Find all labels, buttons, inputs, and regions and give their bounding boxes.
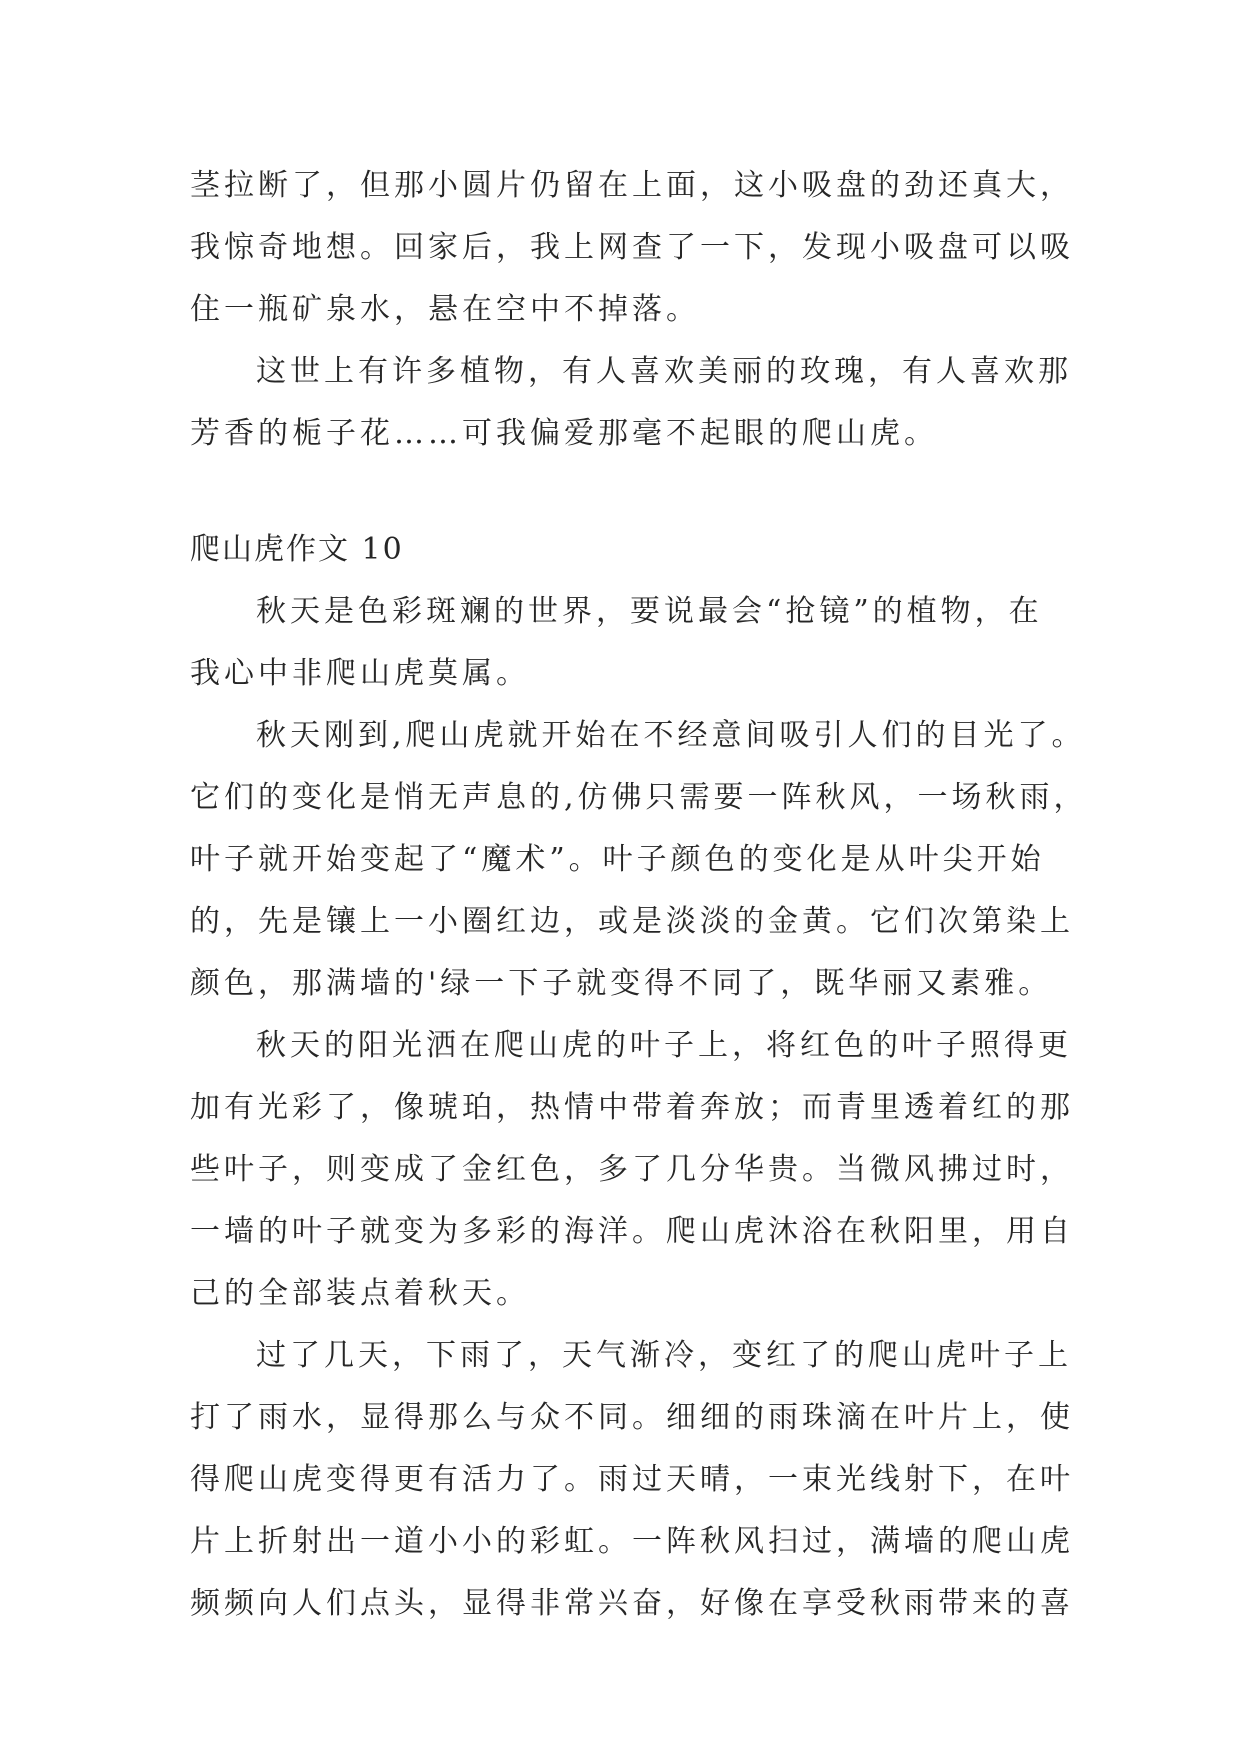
text-line: 秋天的阳光洒在爬山虎的叶子上，将红色的叶子照得更 xyxy=(256,1028,1072,1063)
text-line: 打了雨水，显得那么与众不同。细细的雨珠滴在叶片上，使 xyxy=(190,1400,1074,1435)
text-line: 过了几天，下雨了，天气渐冷，变红了的爬山虎叶子上 xyxy=(256,1338,1072,1373)
text-line: 一墙的叶子就变为多彩的海洋。爬山虎沐浴在秋阳里，用自 xyxy=(190,1214,1074,1249)
text-line: 茎拉断了，但那小圆片仍留在上面，这小吸盘的劲还真大， xyxy=(190,168,1074,203)
paragraph xyxy=(190,581,1065,705)
text-line: 加有光彩了，像琥珀，热情中带着奔放；而青里透着红的那 xyxy=(190,1090,1074,1125)
text-line: 得爬山虎变得更有活力了。雨过天晴，一束光线射下，在叶 xyxy=(190,1462,1074,1497)
text-line: 片上折射出一道小小的彩虹。一阵秋风扫过，满墙的爬山虎 xyxy=(190,1524,1074,1559)
paragraph xyxy=(190,1015,1074,1325)
text-line: 叶子就开始变起了“魔术”。叶子颜色的变化是从叶尖开始 xyxy=(190,842,1045,877)
text-line: 这世上有许多植物，有人喜欢美丽的玫瑰，有人喜欢那 xyxy=(256,354,1072,389)
section-heading: 爬山虎作文 10 xyxy=(190,532,404,567)
text-line: 频频向人们点头，显得非常兴奋，好像在享受秋雨带来的喜 xyxy=(190,1586,1074,1621)
paragraph xyxy=(190,155,1074,341)
paragraph xyxy=(190,705,1088,1015)
text-line: 它们的变化是悄无声息的,仿佛只需要一阵秋风，一场秋雨， xyxy=(190,780,1088,815)
text-line: 芳香的栀子花……可我偏爱那毫不起眼的爬山虎。 xyxy=(190,416,938,451)
text-line: 我惊奇地想。回家后，我上网查了一下，发现小吸盘可以吸 xyxy=(190,230,1074,265)
paragraph xyxy=(190,341,1072,465)
text-line: 颜色，那满墙的'绿一下子就变得不同了，既华丽又素雅。 xyxy=(190,966,1053,1001)
text-line: 住一瓶矿泉水，悬在空中不掉落。 xyxy=(190,292,700,327)
text-line: 秋天是色彩斑斓的世界，要说最会“抢镜”的植物，在 xyxy=(256,594,1043,629)
section-gap xyxy=(190,465,1065,519)
text-line: 的，先是镶上一小圈红边，或是淡淡的金黄。它们次第染上 xyxy=(190,904,1074,939)
text-line: 秋天刚到,爬山虎就开始在不经意间吸引人们的目光了。 xyxy=(256,718,1086,753)
text-line: 我心中非爬山虎莫属。 xyxy=(190,656,530,691)
text-line: 些叶子，则变成了金红色，多了几分华贵。当微风拂过时， xyxy=(190,1152,1074,1187)
document-body xyxy=(190,155,1088,1635)
text-line: 己的全部装点着秋天。 xyxy=(190,1276,530,1311)
paragraph xyxy=(190,1325,1074,1635)
